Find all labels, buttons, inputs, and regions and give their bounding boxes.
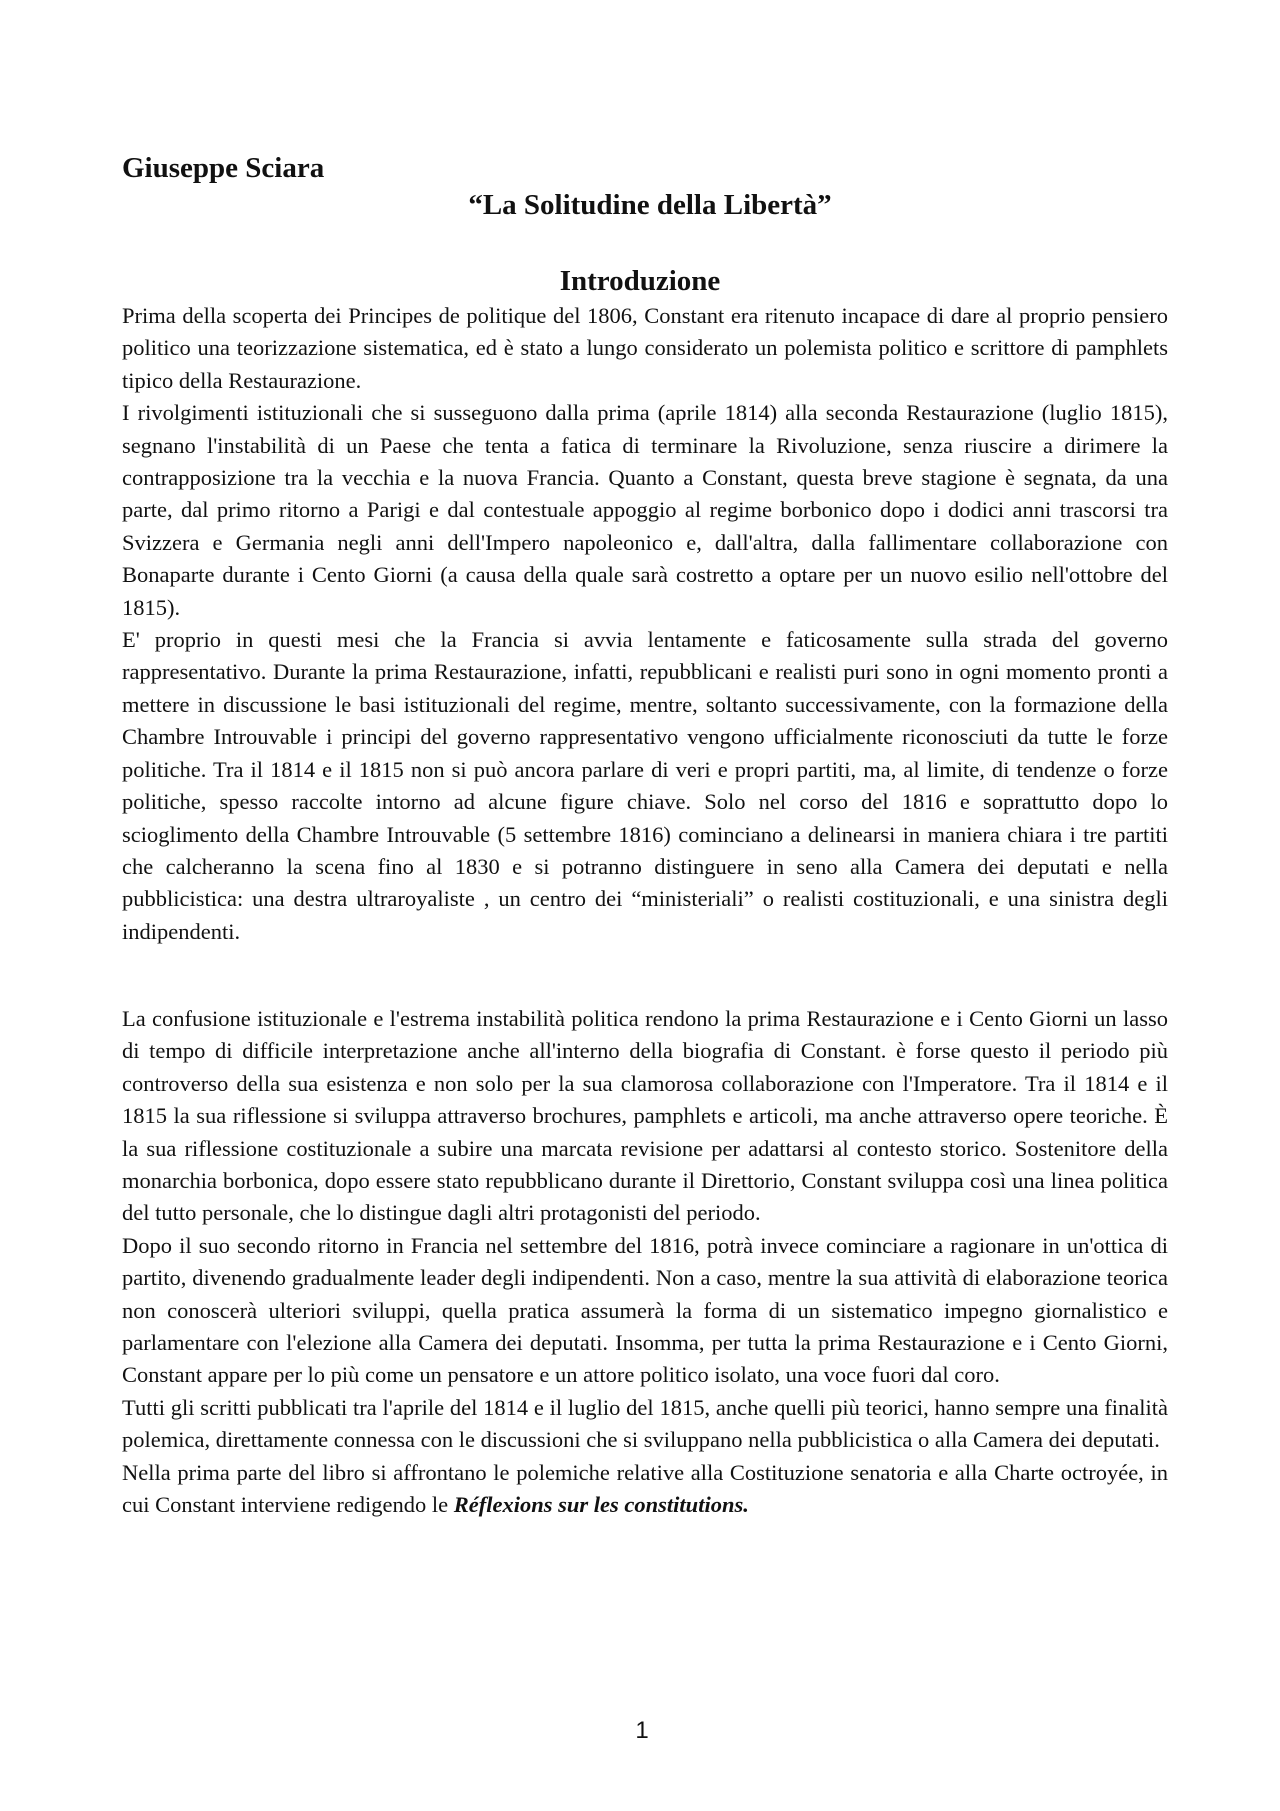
- paragraph: E' proprio in questi mesi che la Francia si avvia lentamente e faticosamente sulla strada del governo rappresentativo. Durante la prima Restaurazione, infatti, repubblicani e realisti puri sono in ogni momento pronti a mettere in discussione le basi istituzionali del regime, mentre, soltanto successivamente, con la formazione della Chambre Introuvable i principi del governo rappresentativo vengono ufficialmente riconosciuti da tutte le forze politiche. Tra il 1814 e il 1815 non si può ancora parlare di veri e propri partiti, ma, al limite, di tendenze o forze politiche, spesso raccolte intorno ad alcune figure chiave. Solo nel corso del 1816 e soprattutto dopo lo scioglimento della Chambre Introuvable (5 settembre 1816) cominciano a delinearsi in maniera chiara i tre partiti che calcheranno la scena fino al 1830 e si potranno distinguere in seno alla Camera dei deputati e nella pubblicistica: una destra ultraroyaliste , un centro dei “ministeriali” o realisti costituzionali, e una sinistra degli indipendenti.: [122, 627, 1168, 944]
- book-title: “La Solitudine della Libertà”: [468, 189, 832, 221]
- paragraph: La confusione istituzionale e l'estrema instabilità politica rendono la prima Restaurazione e i Cento Giorni un lasso di tempo di difficile interpretazione anche all'interno della biografia di Constant. è forse questo il periodo più controverso della sua esistenza e non solo per la sua clamorosa collaborazione con l'Imperatore. Tra il 1814 e il 1815 la sua riflessione si sviluppa attraverso brochures, pamphlets e articoli, ma anche attraverso opere teoriche. È la sua riflessione costituzionale a subire una marcata revisione per adattarsi al contesto storico. Sostenitore della monarchia borbonica, dopo essere stato repubblicano durante il Direttorio, Constant sviluppa così una linea politica del tutto personale, che lo distingue dagli altri protagonisti del periodo.: [122, 1006, 1168, 1226]
- author-name: Giuseppe Sciara: [122, 152, 325, 184]
- work-title-emphasis: Réflexions sur les constitutions.: [453, 1492, 749, 1518]
- body-text-block-1: [122, 300, 1168, 948]
- paragraph: Prima della scoperta dei Principes de politique del 1806, Constant era ritenuto incapace di dare al proprio pensiero politico una teorizzazione sistematica, ed è stato a lungo considerato un polemista politico e scrittore di pamphlets tipico della Restaurazione.: [122, 303, 1168, 393]
- page-number: 1: [635, 1717, 649, 1744]
- final-paragraph: [122, 1457, 1168, 1522]
- paragraph: Dopo il suo secondo ritorno in Francia nel settembre del 1816, potrà invece cominciare a ragionare in un'ottica di partito, divenendo gradualmente leader degli indipendenti. Non a caso, mentre la sua attività di elaborazione teorica non conoscerà ulteriori sviluppi, quella pratica assumerà la forma di un sistematico impegno giornalistico e parlamentare con l'elezione alla Camera dei deputati. Insomma, per tutta la prima Restaurazione e i Cento Giorni, Constant appare per lo più come un pensatore e un attore politico isolato, una voce fuori dal coro.: [122, 1232, 1168, 1388]
- body-text-block-2: [122, 1003, 1168, 1522]
- paragraph: I rivolgimenti istituzionali che si susseguono dalla prima (aprile 1814) alla seconda Restaurazione (luglio 1815), segnano l'instabilità di un Paese che tenta a fatica di terminare la Rivoluzione, senza riuscire a dirimere la contrapposizione tra la vecchia e la nuova Francia. Quanto a Constant, questa breve stagione è segnata, da una parte, dal primo ritorno a Parigi e dal contestuale appoggio al regime borbonico dopo i dodici anni trascorsi tra Svizzera e Germania negli anni dell'Impero napoleonico e, dall'altra, dalla fallimentare collaborazione con Bonaparte durante i Cento Giorni (a causa della quale sarà costretto a optare per un nuovo esilio nell'ottobre del 1815).: [122, 400, 1168, 620]
- paragraph: Tutti gli scritti pubblicati tra l'aprile del 1814 e il luglio del 1815, anche quelli più teorici, hanno sempre una finalità polemica, direttamente connessa con le discussioni che si sviluppano nella pubblicistica o alla Camera dei deputati.: [122, 1394, 1168, 1453]
- final-paragraph-text: Nella prima parte del libro si affrontano le polemiche relative alla Costituzione senatoria e alla Charte octroyée, in cui Constant interviene redigendo le: [122, 1459, 1168, 1518]
- section-heading: Introduzione: [559, 265, 721, 297]
